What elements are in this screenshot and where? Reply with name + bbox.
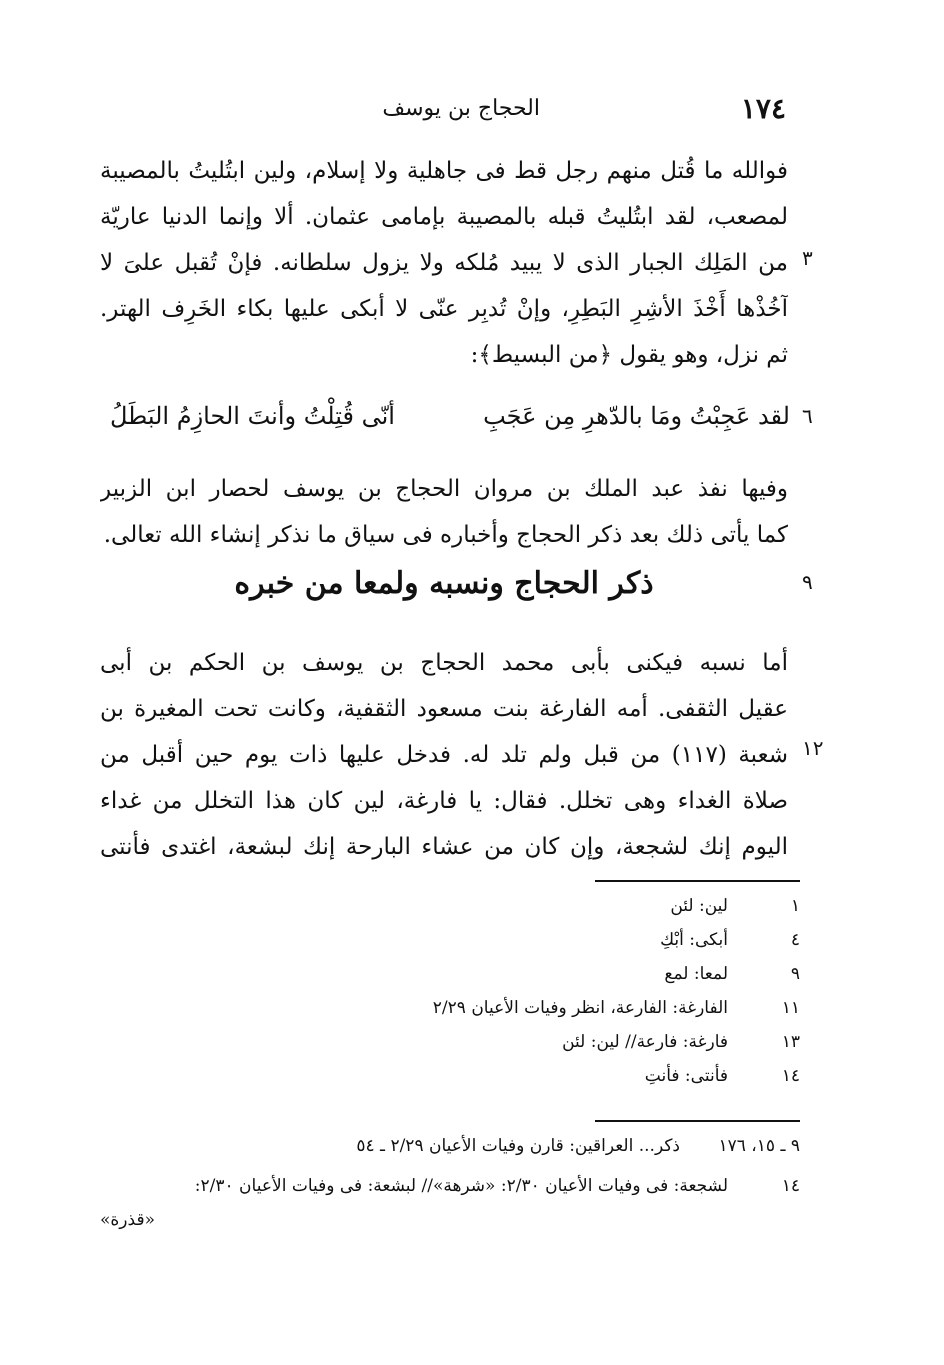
apparatus-line-number: ١١ bbox=[781, 998, 800, 1018]
source-line-range: ١٤ bbox=[781, 1176, 800, 1196]
text-line: آخُذْها أَخْذَ الأشِرِ البَطِرِ، وإنْ تُدبِر عنّى لا أبكى عليها بكاء الخَرِف الهتر. bbox=[100, 296, 788, 322]
line-number: ٦ bbox=[802, 404, 813, 428]
apparatus-line-number: ٤ bbox=[790, 930, 800, 950]
apparatus-line-number: ٩ bbox=[790, 964, 800, 984]
first-hemistich: لقد عَجِبْتُ ومَا بالدّهرِ مِن عَجَبِ bbox=[483, 402, 790, 430]
text-line: ثم نزل، وهو يقول ﴿من البسيط﴾: bbox=[470, 342, 788, 368]
source-text: «قذرة» bbox=[100, 1210, 155, 1230]
critical-apparatus bbox=[100, 896, 800, 1100]
paragraph-speech bbox=[100, 148, 788, 378]
source-entry bbox=[100, 1176, 800, 1210]
section-heading: ذكر الحجاج ونسبه ولمعا من خبره bbox=[234, 566, 654, 601]
apparatus-text: أبكى: أبْكِ bbox=[660, 930, 728, 950]
page-number: ١٧٤ bbox=[740, 92, 786, 125]
source-entry bbox=[100, 1136, 800, 1176]
line-number: ١٢ bbox=[802, 736, 824, 760]
paragraph-lineage bbox=[100, 640, 788, 870]
apparatus-line-number: ١٣ bbox=[781, 1032, 800, 1052]
text-line: كما يأتى ذلك بعد ذكر الحجاج وأخباره فى سياق ما نذكر إنشاء الله تعالى. bbox=[103, 522, 788, 548]
apparatus-text: فارغة: فارعة// لين: لئن bbox=[562, 1032, 728, 1052]
apparatus-entry bbox=[100, 964, 800, 998]
line-number: ٣ bbox=[802, 246, 813, 270]
apparatus-line-number: ١ bbox=[790, 896, 800, 916]
text-line: من المَلِك الجبار الذى لا يبيد مُلكه ولا يزول سلطانه. فإنْ تُقبل علىَ لا bbox=[100, 250, 788, 276]
text-line: لمصعب، لقد ابتُليتُ قبله بالمصيبة بإمامى عثمان. ألا وإنما الدنيا عاريّة bbox=[100, 204, 788, 230]
page-header bbox=[100, 92, 800, 132]
sources-apparatus bbox=[100, 1136, 800, 1240]
source-entry-continuation bbox=[100, 1210, 800, 1240]
text-line: عقيل الثقفى. أمه الفارغة بنت مسعود الثقفية، وكانت تحت المغيرة بن bbox=[100, 696, 788, 722]
second-hemistich: أنّى قُتِلْتُ وأنتَ الحازِمُ البَطَلُ bbox=[110, 402, 395, 430]
source-text: ذكر... العراقين: قارن وفيات الأعيان ٢/٢٩ ـ ٥٤ bbox=[356, 1136, 680, 1156]
text-line: شعبة (١١٧) من قبل ولم تلد له. فدخل عليها ذات يوم حين أقبل من bbox=[100, 742, 788, 768]
apparatus-text: لمعا: لمع bbox=[664, 964, 728, 984]
source-text: لشجعة: فى وفيات الأعيان ٢/٣٠: «شرهة»// لبشعة: فى وفيات الأعيان ٢/٣٠: bbox=[194, 1176, 728, 1196]
apparatus-text: فأنتى: فأنتِ bbox=[644, 1066, 728, 1086]
apparatus-entry bbox=[100, 930, 800, 964]
apparatus-entry bbox=[100, 998, 800, 1032]
running-title: الحجاج بن يوسف bbox=[382, 96, 540, 121]
apparatus-entry bbox=[100, 896, 800, 930]
apparatus-entry bbox=[100, 1066, 800, 1100]
text-line: وفيها نفذ عبد الملك بن مروان الحجاج بن يوسف لحصار ابن الزبير bbox=[100, 476, 788, 502]
sources-divider bbox=[595, 1120, 800, 1122]
line-number: ٩ bbox=[802, 570, 813, 594]
apparatus-line-number: ١٤ bbox=[781, 1066, 800, 1086]
apparatus-text: الفارغة: الفارعة، انظر وفيات الأعيان ٢/٢٩ bbox=[432, 998, 728, 1018]
apparatus-text: لين: لئن bbox=[670, 896, 728, 916]
paragraph-ibn-zubayr bbox=[100, 466, 788, 558]
apparatus-entry bbox=[100, 1032, 800, 1066]
text-line: اليوم إنك لشجعة، وإن كان من عشاء البارحة إنك لبشعة، اغتدى فأنتى bbox=[100, 834, 788, 860]
poem-verse bbox=[100, 396, 790, 446]
text-line: صلاة الغداء وهى تخلل. فقال: يا فارغة، لين كان هذا التخلل من غداء bbox=[100, 788, 788, 814]
text-line: فوالله ما قُتل منهم رجل قط فى جاهلية ولا إسلام، ولين ابتُليتُ بالمصيبة bbox=[100, 158, 788, 184]
footnote-divider bbox=[595, 880, 800, 882]
text-line: أما نسبه فيكنى بأبى محمد الحجاج بن يوسف بن الحكم بن أبى bbox=[100, 650, 788, 676]
source-line-range: ٩ ـ ١٥، ١٧٦ bbox=[718, 1136, 800, 1156]
